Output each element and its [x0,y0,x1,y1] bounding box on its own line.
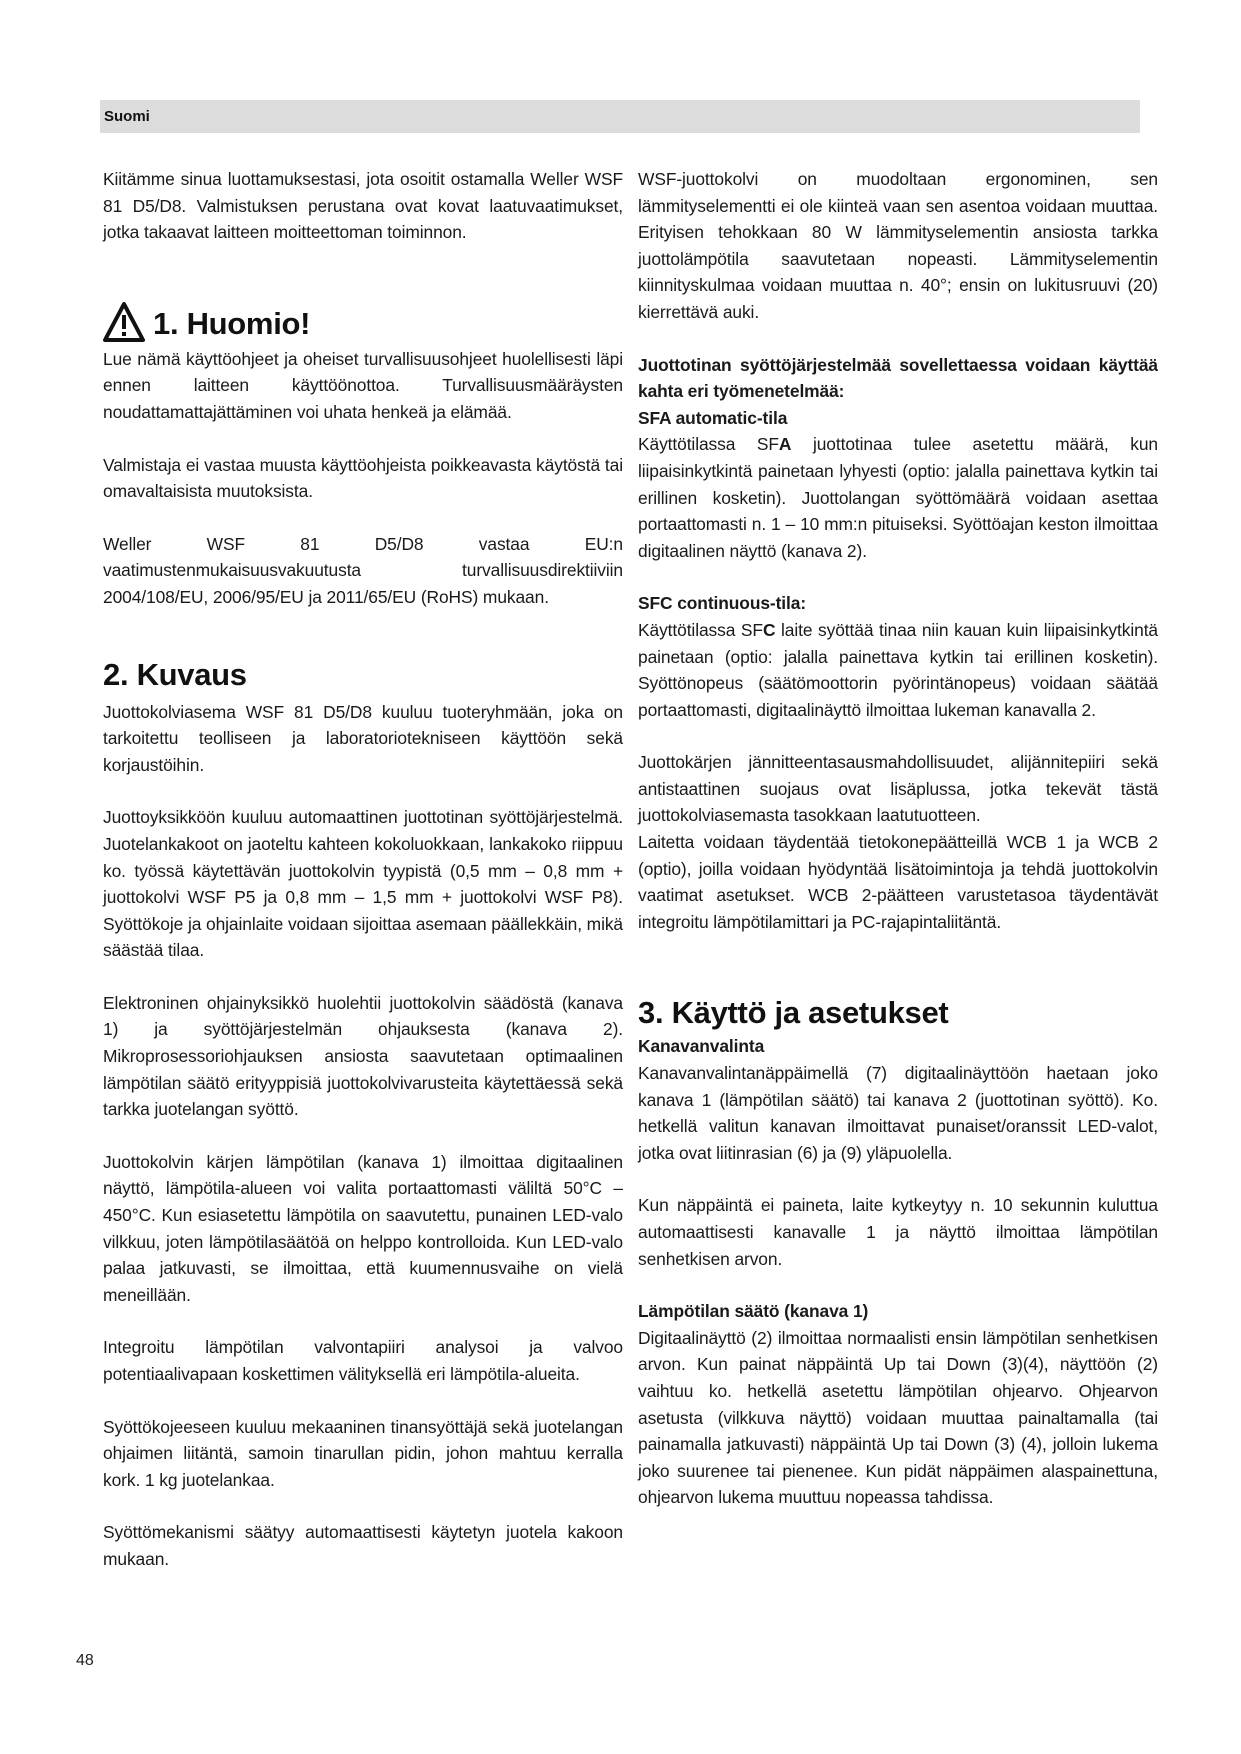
page-number: 48 [76,1652,94,1669]
section-2-paragraph-5: Integroitu lämpötilan valvontapiiri analysoi ja valvoo potentiaalivapaan koskettimen välityksellä eri lämpötila-alueita. [103,1337,623,1384]
section-2-paragraph-6: Syöttökojeeseen kuuluu mekaaninen tinansyöttäjä sekä juotelangan ohjaimen liitäntä, samoin tinarullan pidin, johon mahtuu kerralla kork. 1 kg juotelankaa. [103,1416,623,1490]
section-2-paragraph-3: Elektroninen ohjainyksikkö huolehtii juottokolvin säädöstä (kanava 1) ja syöttöjärjestelmän ohjauksesta (kanava 2). Mikroprosessoriohjauksen ansiosta saavutetaan optimaalinen lämpötilan säätö erityyppisiä juottokolvivarusteita käytettäessä sekä tarkka juotelangan syöttö. [103,992,623,1120]
left-column [103,166,623,1573]
channel-select-paragraph-2: Kun näppäintä ei paineta, laite kytkeytyy n. 10 sekunnin kuluttua automaattisesti kanavalle 1 ja näyttö ilmoittaa lämpötilan senhetkisen arvon. [638,1195,1158,1269]
section-1-paragraph-3: Weller WSF 81 D5/D8 vastaa EU:n vaatimustenmukaisuusvakuutusta turvallisuusdirektiiviin 2004/108/EU, 2006/95/EU ja 2011/65/EU (RoHS) mukaan. [103,533,623,607]
section-1-paragraph-1: Lue nämä käyttöohjeet ja oheiset turvallisuusohjeet huolellisesti läpi ennen laitteen käyttöönottoa. Turvallisuusmääräysten noudattamattajättäminen voi uhata henkeä ja elämää. [103,348,623,422]
section-2-paragraph-4: Juottokolvin kärjen lämpötilan (kanava 1) ilmoittaa digitaalinen näyttö, lämpötila-alueen voi valita portaattomasti väliltä 50°C – 450°C. Kun esiasetettu lämpötila on saavutettu, punainen LED-valo vilkkuu, joten lämpötilasäätöä on helppo kontrolloida. Kun LED-valo palaa jatkuvasti, se ilmoittaa, että kuumennusvaihe on vielä meneillään. [103,1151,623,1305]
intro-paragraph: Kiitämme sinua luottamuksestasi, jota osoitit ostamalla Weller WSF 81 D5/D8. Valmistuksen perustana ovat kovat laatuvaatimukset, jotka takaavat laitteen moitteettoman toiminnon. [103,169,623,243]
language-label: Suomi [104,108,150,125]
section-2-title: 2. Kuvaus [103,656,247,692]
wcb-paragraph: Laitetta voidaan täydentää tietokonepäätteillä WCB 1 ja WCB 2 (optio), joilla voidaan hyödyntää lisätoimintoja ja tehdä juottokolvin vaatimat asetukset. WCB 2-päätteen varustetasoa täydentävät integroitu lämpötilamittari ja PC-rajapintaliitäntä. [638,832,1158,932]
temperature-control-paragraph: Digitaalinäyttö (2) ilmoittaa normaalisti ensin lämpötilan senhetkisen arvon. Kun painat näppäintä Up tai Down (3)(4), näyttöön (2) vaihtuu ko. hetkellä asetettu lämpötilan ohjearvo. Ohjearvon asetusta (vilkkuva näyttö) voidaan muuttaa painaltamalla (tai painamalla jatkuvasti) näppäintä Up tai Down (3) (4), jolloin lukema joko suurenee tai pienenee. Kun pidät näppäimen alaspainettuna, ohjearvon lukema muuttuu nopeassa tahdissa. [638,1327,1158,1508]
warning-triangle-icon [103,302,145,342]
temperature-control-title: Lämpötilan säätö (kanava 1) [638,1301,869,1322]
feed-system-intro: Juottotinan syöttöjärjestelmää sovellettaessa voidaan käyttää kahta eri työmenetelmää: [638,354,1158,402]
sfc-title: SFC continuous-tila: [638,593,807,614]
sfc-paragraph [638,617,1158,723]
tip-features-paragraph: Juottokärjen jännitteentasausmahdollisuudet, alijännitepiiri sekä antistaattinen suojaus ovat lisäplussa, jotka tekevät tästä juottokolviasemasta tasokkaan laatutuotteen. [638,752,1158,826]
section-1-paragraph-2: Valmistaja ei vastaa muusta käyttöohjeista poikkeavasta käytöstä tai omavaltaisista muutoksista. [103,454,623,502]
section-2-paragraph-1: Juottokolviasema WSF 81 D5/D8 kuuluu tuoteryhmään, joka on tarkoitettu teolliseen ja laboratoriotekniseen käyttöön sekä korjaustöihin. [103,701,623,775]
language-header-bar [100,100,1140,133]
right-column [638,166,1158,1511]
section-2-paragraph-2: Juottoyksikköön kuuluu automaattinen juottotinan syöttöjärjestelmä. Juotelankakoot on jaoteltu kahteen kokoluokkaan, lankakoko riippuu ko. työssä käytettävän juottokolvin tyypistä (0,5 mm – 0,8 mm + juottokolvi WSF P5 ja 0,8 mm – 1,5 mm + juottokolvi WSF P8). Syöttökoje ja ohjainlaite voidaan sijoittaa asemaan päällekkäin, mikä säästää tilaa. [103,807,623,961]
channel-select-title: Kanavanvalinta [638,1036,765,1057]
sfa-paragraph [638,431,1158,564]
sfa-text-rest: juottotinaa tulee asetettu määrä, kun liipaisinkytkintä painetaan lyhyesti (optio: jalalla painettava kytkin tai erillinen kosketin). Juottolangan syöttömäärä voidaan asettaa portaattomasti n. 1 – 10 mm:n pituiseksi. Syöttöajan keston ilmoittaa digitaalinen näyttö (kanava 2). [638,434,1158,561]
section-2-paragraph-7: Syöttömekanismi säätyy automaattisesti käytetyn juotela kakoon mukaan. [103,1522,623,1569]
sfc-text-start: Käyttötilassa SF [638,619,763,640]
section-1-heading [103,292,623,342]
sfc-text-rest: laite syöttää tinaa niin kauan kuin liipaisinkytkintä painetaan (optio: jalalla painettava kytkin tai erillinen kosketin). Syöttönopeus (säätömoottorin pyörintänopeus) voidaan säätää portaattomasti, digitaalinäyttö ilmoittaa lukeman kanavalla 2. [638,619,1158,720]
sfa-text-start: Käyttötilassa SF [638,434,779,455]
ergonomics-paragraph: WSF-juottokolvi on muodoltaan ergonominen, sen lämmityselementti ei ole kiinteä vaan sen asentoa voidaan muuttaa. Erityisen tehokkaan 80 W lämmityselementin ansiosta tarkka juottolämpötila saavutetaan nopeasti. Lämmityselementin kiinnityskulmaa voidaan muuttaa n. 40°; ensin on lukitusruuvi (20) kierrettävä auki. [638,169,1158,322]
section-1-title: 1. Huomio! [153,305,311,341]
sfc-mode-letter: C [762,619,776,640]
sfa-mode-letter: A [778,434,792,455]
section-3-title: 3. Käyttö ja asetukset [638,995,949,1031]
sfa-title: SFA automatic-tila [638,407,788,428]
channel-select-paragraph-1: Kanavanvalintanäppäimellä (7) digitaalinäyttöön haetaan joko kanava 1 (lämpötilan säätö) tai kanava 2 (juottotinan syöttö). Ko. hetkellä valitun kanavan ilmoittavat punaiset/oranssit LED-valot, jotka ovat liitinrasian (6) ja (9) yläpuolella. [638,1063,1158,1163]
